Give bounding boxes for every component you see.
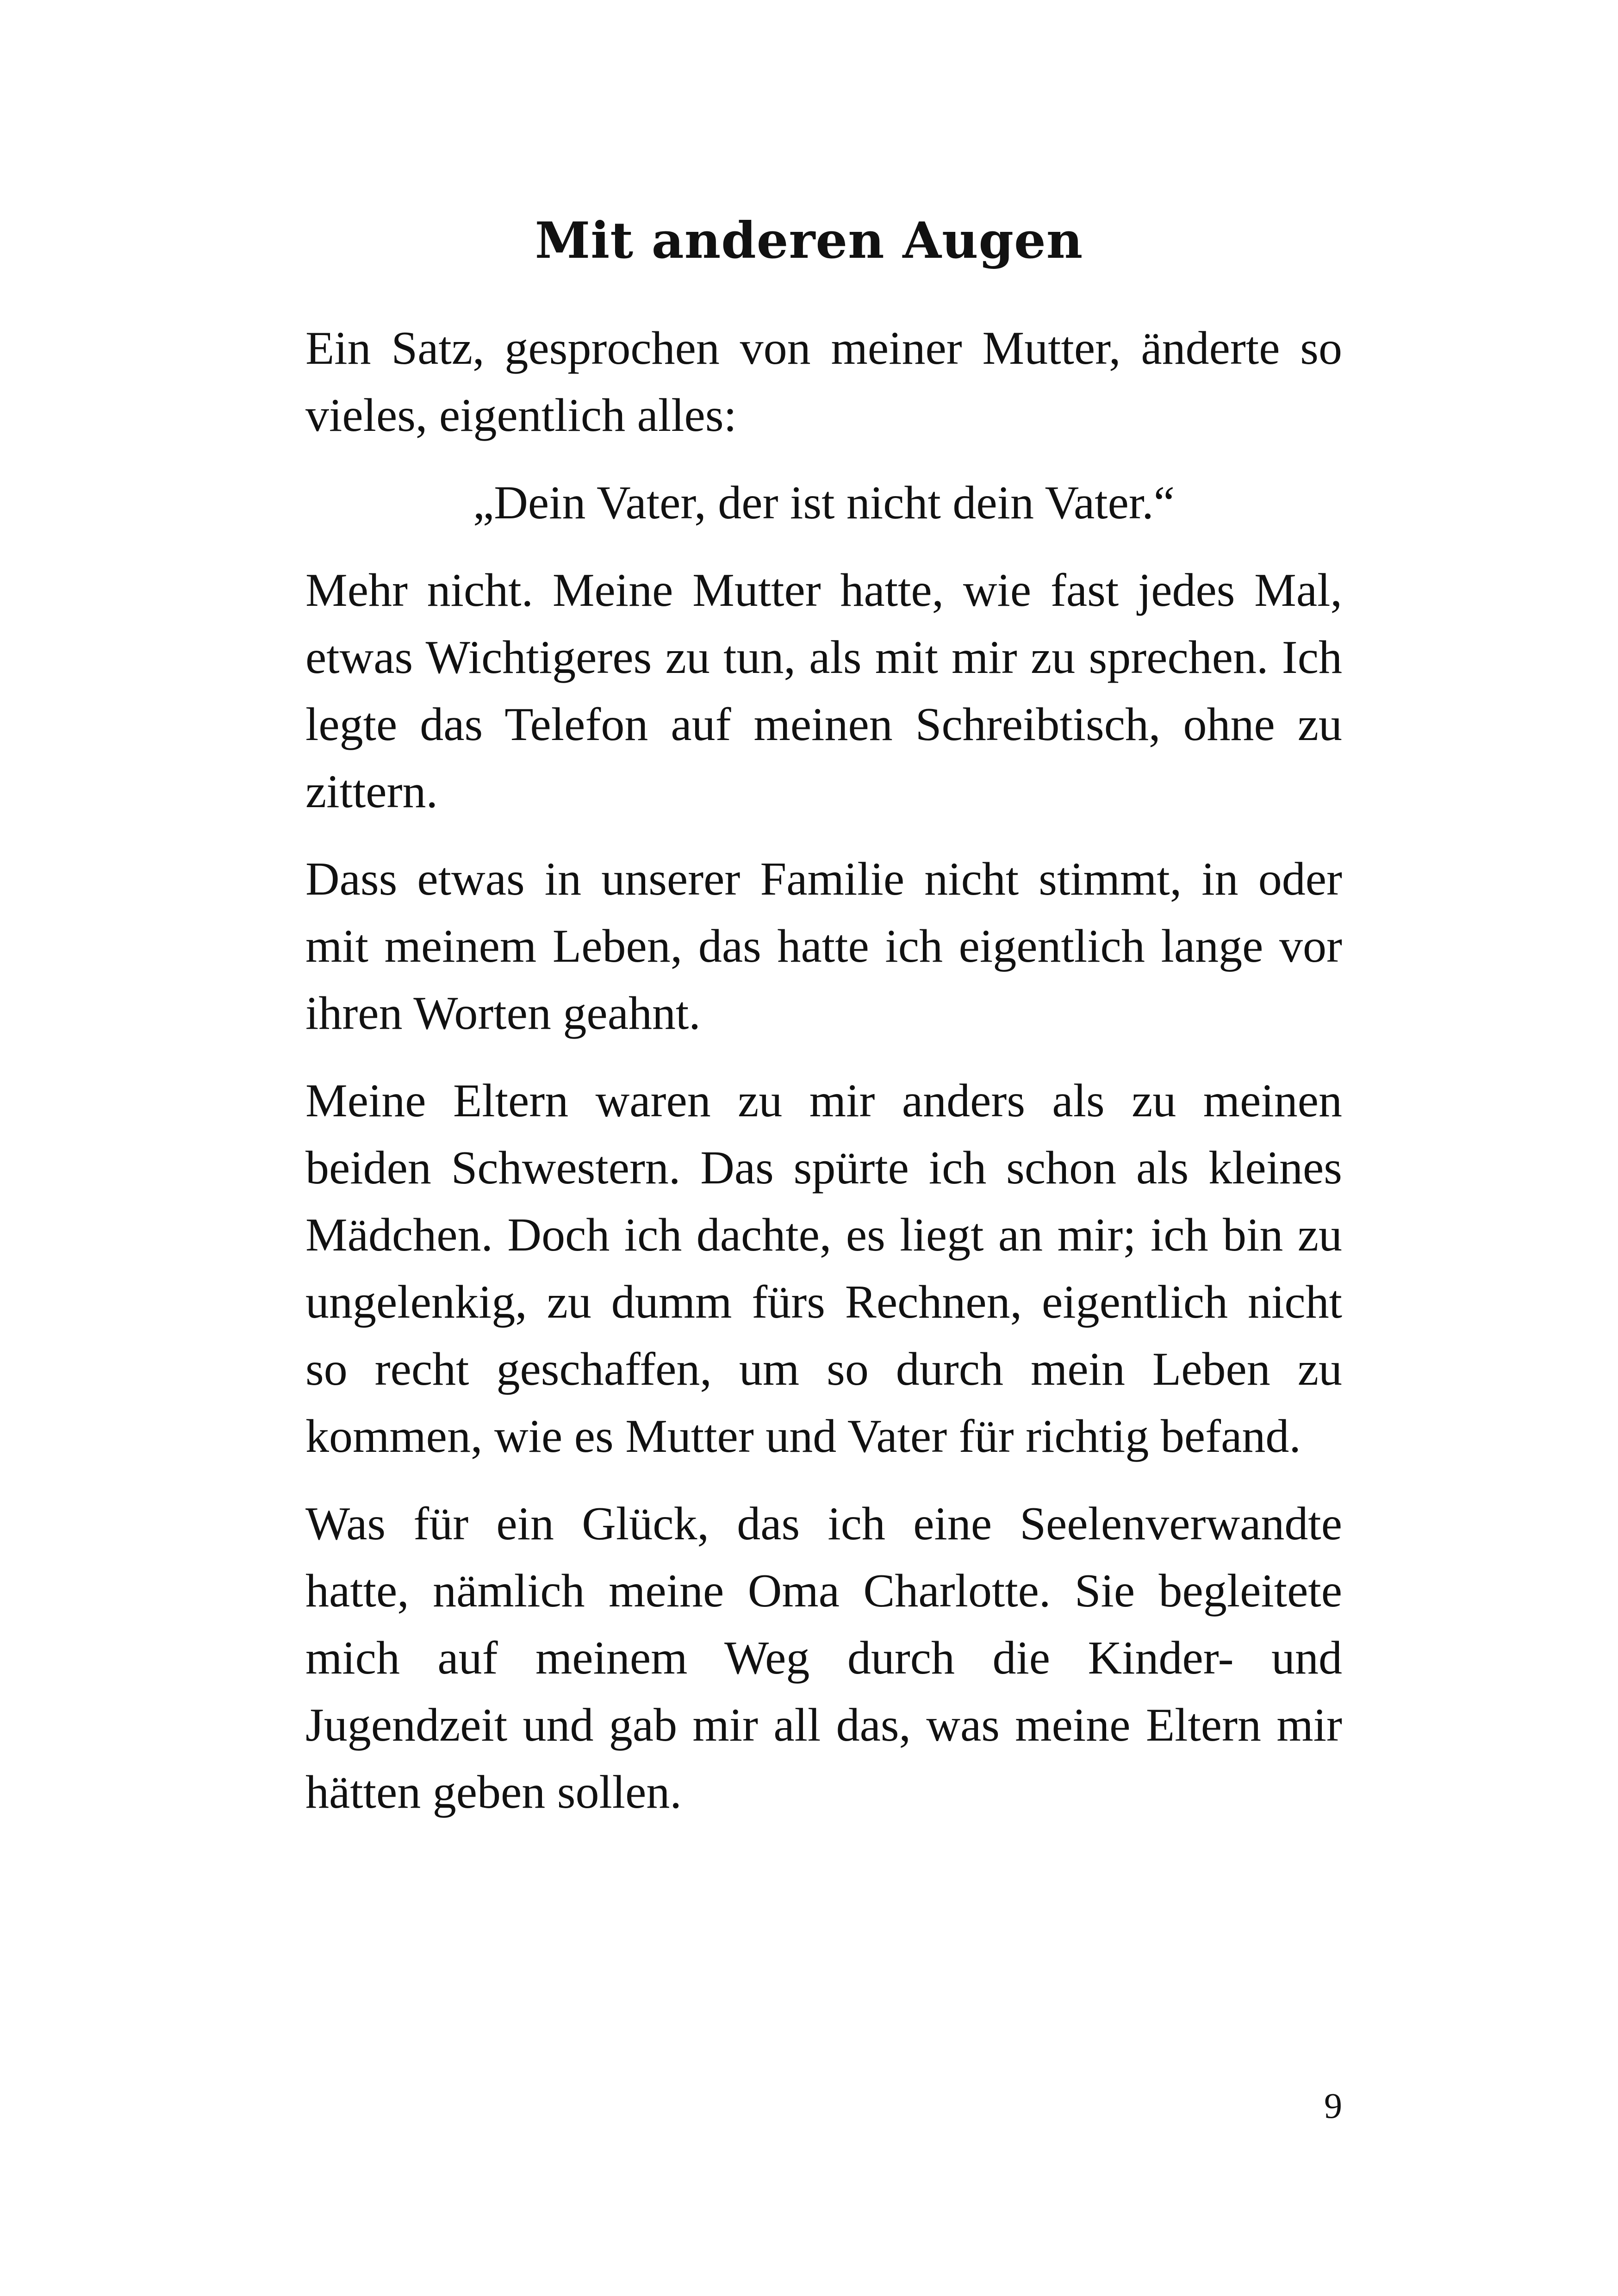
page-number: 9 <box>1324 2085 1342 2126</box>
paragraph-phone-call: Mehr nicht. Meine Mutter hatte, wie fast jedes Mal, etwas Wichtigeres zu tun, als mit mir zu sprechen. Ich legte das Telefon auf meinen Schreibtisch, ohne zu zittern. <box>305 564 1342 818</box>
chapter-body <box>305 315 1342 1846</box>
paragraph-family-suspicion: Dass etwas in unserer Familie nicht stimmt, in oder mit meinem Leben, das hatte ich eigentlich lange vor ihren Worten geahnt. <box>305 853 1342 1039</box>
chapter-title: Mit anderen Augen <box>535 212 1083 270</box>
paragraph-parents: Meine Eltern waren zu mir anders als zu meinen beiden Schwestern. Das spürte ich schon als kleines Mädchen. Doch ich dachte, es liegt an mir; ich bin zu ungelenkig, zu dumm fürs Rechnen, eigentlich nicht so recht geschaffen, um so durch mein Leben zu kommen, wie es Mutter und Vater für richtig befand. <box>305 1075 1342 1462</box>
paragraph-intro: Ein Satz, gesprochen von meiner Mutter, änderte so vieles, eigentlich alles: <box>305 322 1342 442</box>
quote-line: „Dein Vater, der ist nicht dein Vater.“ <box>473 477 1175 529</box>
paragraph-oma-charlotte: Was für ein Glück, das ich eine Seelenverwandte hatte, nämlich meine Oma Charlotte. Sie begleitete mich auf meinem Weg durch die Kinder- und Jugendzeit und gab mir all das, was meine Eltern mir hätten geben sollen. <box>305 1498 1342 1818</box>
